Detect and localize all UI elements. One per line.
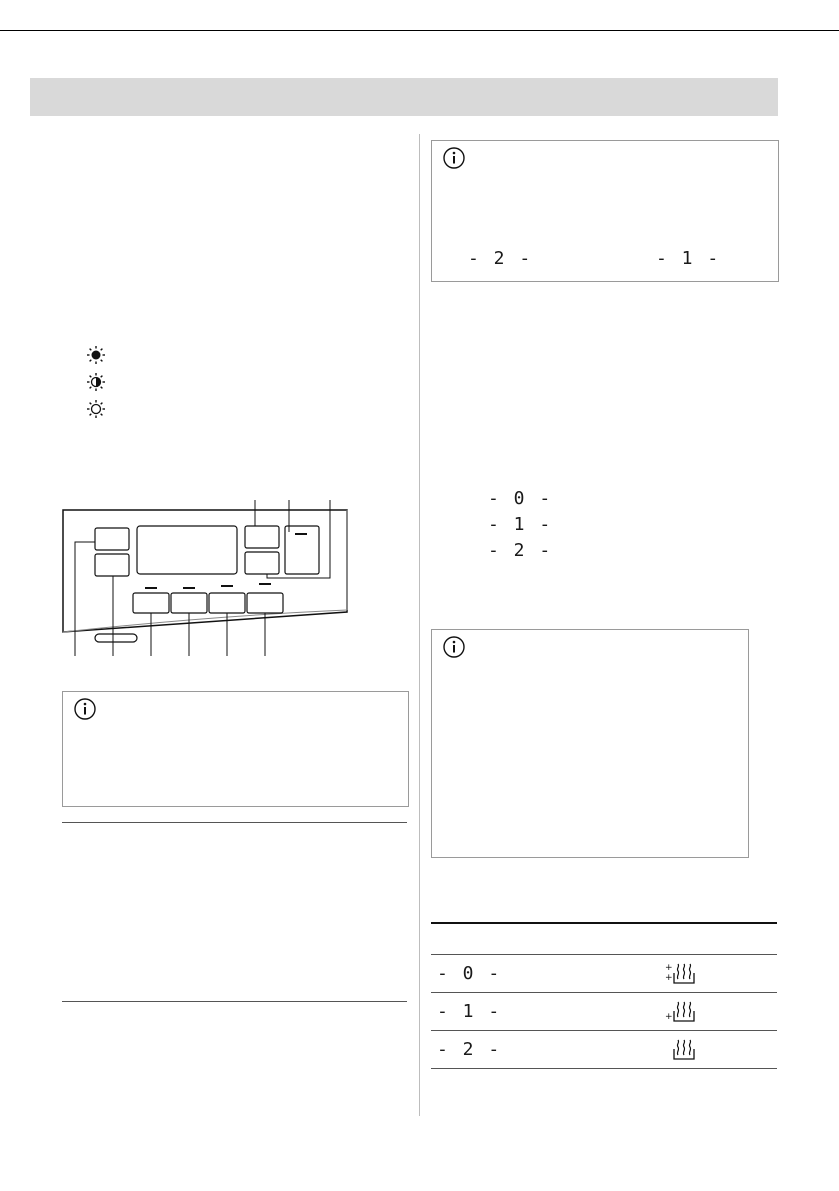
svg-text:+: + bbox=[665, 973, 673, 983]
steam-icon bbox=[663, 1037, 697, 1063]
info-icon bbox=[74, 698, 96, 720]
panel-button-top-right bbox=[245, 526, 279, 548]
panel-button-2 bbox=[95, 554, 129, 576]
panel-button-bottom-right bbox=[245, 552, 279, 574]
sun-outline-icon bbox=[86, 399, 106, 419]
brightness-symbol-low bbox=[86, 399, 126, 421]
table-row bbox=[431, 993, 777, 1030]
sun-filled-icon bbox=[86, 345, 106, 365]
brightness-symbol-list bbox=[86, 345, 126, 421]
sun-half-icon bbox=[86, 372, 106, 392]
column-divider bbox=[419, 134, 420, 1116]
brightness-symbol-medium bbox=[86, 372, 126, 394]
panel-option-button-4 bbox=[247, 593, 283, 613]
brightness-symbol-high bbox=[86, 345, 126, 367]
seg-display-left: - 2 - bbox=[468, 248, 533, 269]
table-header-row bbox=[431, 924, 777, 954]
section-rule-bottom bbox=[62, 1001, 407, 1002]
steam-plus-plus-icon bbox=[663, 961, 697, 987]
control-panel-diagram bbox=[55, 492, 355, 664]
panel-option-button-1 bbox=[133, 593, 169, 613]
steam-level-table bbox=[431, 922, 777, 1069]
panel-oval bbox=[95, 634, 137, 642]
section-header-bar bbox=[30, 78, 778, 116]
info-icon bbox=[443, 147, 465, 169]
page-top-rule bbox=[0, 30, 839, 31]
panel-option-button-2 bbox=[171, 593, 207, 613]
info-icon bbox=[443, 636, 465, 658]
seg-level-list bbox=[488, 488, 552, 566]
table-row-display: - 0 - bbox=[437, 963, 502, 984]
panel-display bbox=[137, 526, 237, 574]
svg-text:+: + bbox=[665, 963, 673, 973]
seg-level-2: - 2 - bbox=[488, 540, 553, 561]
seg-level-1: - 1 - bbox=[488, 514, 553, 535]
seg-display-right: - 1 - bbox=[656, 248, 721, 269]
svg-text:+: + bbox=[665, 1012, 673, 1022]
steam-plus-icon bbox=[663, 999, 697, 1025]
panel-option-button-3 bbox=[209, 593, 245, 613]
info-note-box-right-top bbox=[431, 140, 779, 282]
table-row-display: - 1 - bbox=[437, 1001, 502, 1022]
panel-button-1 bbox=[95, 528, 129, 550]
table-row-display: - 2 - bbox=[437, 1039, 502, 1060]
section-rule-top bbox=[62, 822, 407, 823]
info-note-box-left bbox=[62, 691, 409, 807]
table-row bbox=[431, 1031, 777, 1068]
seg-level-0: - 0 - bbox=[488, 488, 553, 509]
table-row bbox=[431, 955, 777, 992]
info-note-box-right-middle bbox=[431, 629, 749, 858]
